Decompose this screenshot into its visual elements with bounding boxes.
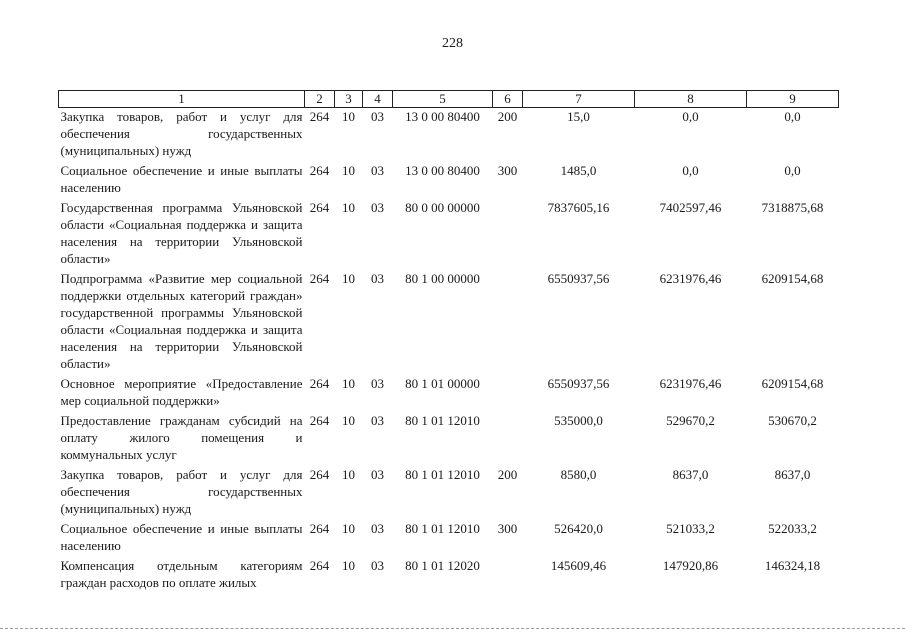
cell-col8: 6231976,46 bbox=[659, 271, 722, 286]
cell-col4: 03 bbox=[371, 413, 384, 428]
cell-col5: 13 0 00 80400 bbox=[405, 163, 480, 178]
column-header: 7 bbox=[523, 91, 635, 108]
column-header: 6 bbox=[493, 91, 523, 108]
cell-col9: 7318875,68 bbox=[761, 200, 824, 215]
cell-col8: 8637,0 bbox=[672, 467, 709, 482]
cell-col5: 80 1 01 12020 bbox=[405, 558, 480, 573]
column-header: 1 bbox=[59, 91, 305, 108]
row-name: Закупка товаров, работ и услуг для обеспечения государственных (муниципальных) нужд bbox=[60, 109, 303, 158]
budget-table bbox=[58, 90, 839, 594]
cell-col7: 8580,0 bbox=[560, 467, 597, 482]
cell-col8: 147920,86 bbox=[662, 558, 719, 573]
cell-col7: 145609,46 bbox=[550, 558, 607, 573]
cell-col6 bbox=[493, 199, 523, 270]
cell-col9: 8637,0 bbox=[774, 467, 811, 482]
cell-col8: 521033,2 bbox=[666, 521, 715, 536]
column-header: 5 bbox=[393, 91, 493, 108]
cell-col6 bbox=[493, 412, 523, 466]
row-name: Закупка товаров, работ и услуг для обеспечения государственных (муниципальных) нужд bbox=[60, 467, 303, 516]
cell-col7: 6550937,56 bbox=[547, 271, 610, 286]
cell-col3: 10 bbox=[342, 558, 355, 573]
cell-col3: 10 bbox=[342, 200, 355, 215]
cell-col3: 10 bbox=[342, 413, 355, 428]
cell-col5: 80 1 01 12010 bbox=[405, 521, 480, 536]
cell-col8: 7402597,46 bbox=[659, 200, 722, 215]
cell-col8: 529670,2 bbox=[666, 413, 715, 428]
cell-col9: 0,0 bbox=[784, 163, 801, 178]
row-name: Основное мероприятие «Предоставление мер социальной поддержки» bbox=[60, 376, 303, 408]
cell-col6: 200 bbox=[497, 467, 518, 482]
row-name: Государственная программа Ульяновской области «Социальная поддержка и защита населения на территории Ульяновской области» bbox=[60, 200, 303, 266]
cell-col3: 10 bbox=[342, 109, 355, 124]
cell-col9: 6209154,68 bbox=[761, 271, 824, 286]
row-name: Социальное обеспечение и иные выплаты населению bbox=[60, 163, 303, 195]
cell-col4: 03 bbox=[371, 163, 384, 178]
cell-col9: 522033,2 bbox=[768, 521, 817, 536]
table-row bbox=[59, 466, 839, 520]
page-cut-edge bbox=[0, 628, 905, 629]
cell-col6: 300 bbox=[497, 521, 518, 536]
row-name: Подпрограмма «Развитие мер социальной поддержки отдельных категорий граждан» государственной программы Ульяновской области «Социальная поддержка и защита населения на территории Ульяновской области» bbox=[60, 271, 303, 371]
header-row bbox=[59, 91, 839, 108]
cell-col7: 6550937,56 bbox=[547, 376, 610, 391]
row-name: Компенсация отдельным категориям граждан расходов по оплате жилых bbox=[60, 558, 303, 590]
cell-col9: 146324,18 bbox=[764, 558, 821, 573]
cell-col7: 535000,0 bbox=[554, 413, 603, 428]
cell-col7: 1485,0 bbox=[560, 163, 597, 178]
column-header: 2 bbox=[305, 91, 335, 108]
cell-col2: 264 bbox=[309, 376, 330, 391]
row-name: Предоставление гражданам субсидий на оплату жилого помещения и коммунальных услуг bbox=[60, 413, 303, 462]
cell-col7: 15,0 bbox=[567, 109, 590, 124]
cell-col2: 264 bbox=[309, 558, 330, 573]
cell-col2: 264 bbox=[309, 521, 330, 536]
cell-col9: 6209154,68 bbox=[761, 376, 824, 391]
cell-col4: 03 bbox=[371, 558, 384, 573]
cell-col5: 13 0 00 80400 bbox=[405, 109, 480, 124]
column-header: 9 bbox=[747, 91, 839, 108]
cell-col8: 6231976,46 bbox=[659, 376, 722, 391]
table-row bbox=[59, 270, 839, 375]
cell-col6 bbox=[493, 375, 523, 412]
table-row bbox=[59, 162, 839, 199]
cell-col7: 526420,0 bbox=[554, 521, 603, 536]
table-row bbox=[59, 412, 839, 466]
cell-col9: 530670,2 bbox=[768, 413, 817, 428]
cell-col6 bbox=[493, 270, 523, 375]
cell-col3: 10 bbox=[342, 376, 355, 391]
cell-col3: 10 bbox=[342, 271, 355, 286]
cell-col2: 264 bbox=[309, 109, 330, 124]
cell-col5: 80 1 01 12010 bbox=[405, 413, 480, 428]
cell-col5: 80 1 00 00000 bbox=[405, 271, 480, 286]
column-header: 3 bbox=[335, 91, 363, 108]
cell-col4: 03 bbox=[371, 467, 384, 482]
cell-col4: 03 bbox=[371, 109, 384, 124]
table-row bbox=[59, 108, 839, 163]
cell-col2: 264 bbox=[309, 200, 330, 215]
cell-col3: 10 bbox=[342, 521, 355, 536]
row-name: Социальное обеспечение и иные выплаты населению bbox=[60, 521, 303, 553]
cell-col9: 0,0 bbox=[784, 109, 801, 124]
cell-col5: 80 0 00 00000 bbox=[405, 200, 480, 215]
table-row bbox=[59, 375, 839, 412]
cell-col4: 03 bbox=[371, 271, 384, 286]
cell-col5: 80 1 01 00000 bbox=[405, 376, 480, 391]
cell-col6: 300 bbox=[497, 163, 518, 178]
cell-col4: 03 bbox=[371, 521, 384, 536]
cell-col4: 03 bbox=[371, 200, 384, 215]
cell-col7: 7837605,16 bbox=[547, 200, 610, 215]
cell-col8: 0,0 bbox=[682, 163, 699, 178]
column-header: 4 bbox=[363, 91, 393, 108]
cell-col6: 200 bbox=[497, 109, 518, 124]
table-row bbox=[59, 199, 839, 270]
cell-col2: 264 bbox=[309, 163, 330, 178]
column-header: 8 bbox=[635, 91, 747, 108]
cell-col6 bbox=[493, 557, 523, 594]
cell-col2: 264 bbox=[309, 467, 330, 482]
cell-col3: 10 bbox=[342, 163, 355, 178]
cell-col2: 264 bbox=[309, 271, 330, 286]
cell-col3: 10 bbox=[342, 467, 355, 482]
cell-col8: 0,0 bbox=[682, 109, 699, 124]
cell-col4: 03 bbox=[371, 376, 384, 391]
cell-col2: 264 bbox=[309, 413, 330, 428]
page-number: 228 bbox=[442, 36, 463, 51]
table-row bbox=[59, 557, 839, 594]
cell-col5: 80 1 01 12010 bbox=[405, 467, 480, 482]
table-row bbox=[59, 520, 839, 557]
